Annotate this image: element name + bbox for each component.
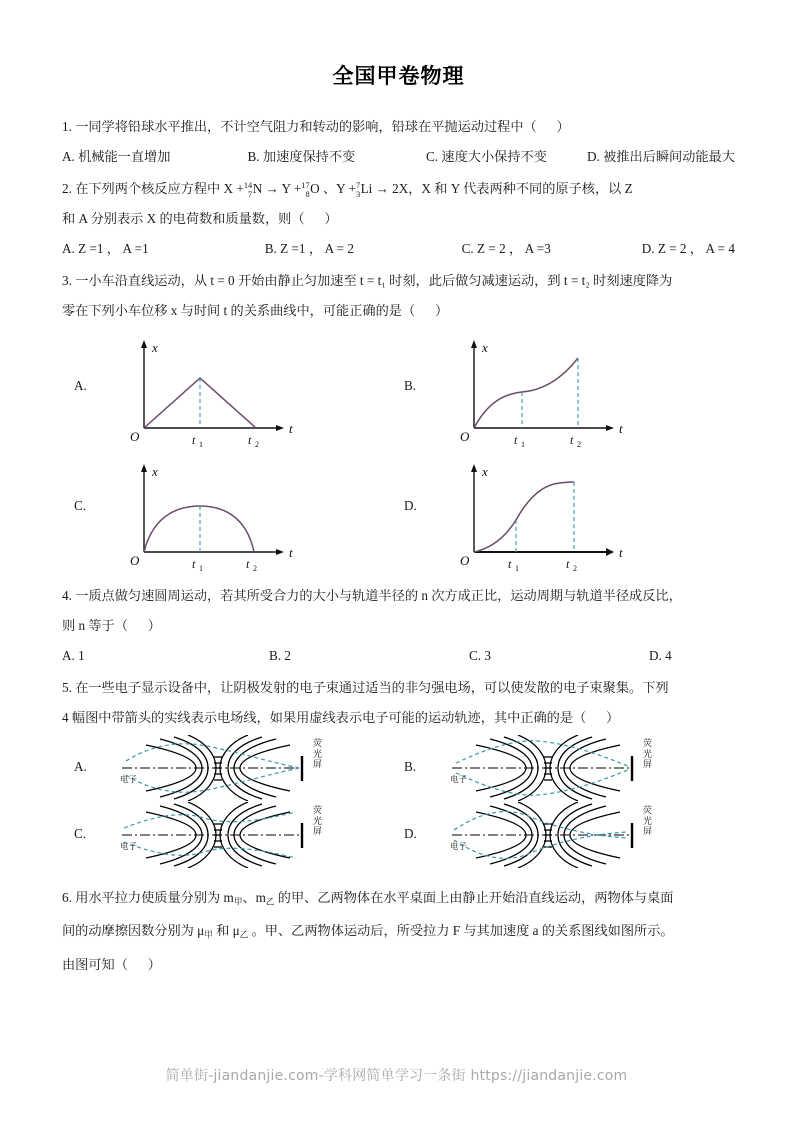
svg-text:O: O: [460, 429, 470, 444]
svg-text:x: x: [482, 340, 488, 355]
svg-text:t: t: [514, 433, 518, 447]
footer-watermark: 简单街-jiandanjie.com-学科网简单学习一条街 https://jiandanjie.com: [165, 1068, 628, 1084]
question-1-options: [62, 142, 735, 172]
svg-text:2: 2: [577, 440, 581, 449]
field-d-svg: [426, 802, 676, 868]
question-5-line-2: [62, 703, 735, 733]
svg-text:2: 2: [255, 440, 259, 449]
field-diagram-a[interactable]: [66, 735, 396, 802]
question-4-option-a[interactable]: A. 1: [62, 648, 85, 663]
graph-option-a[interactable]: [66, 332, 396, 452]
field-diagram-d[interactable]: [396, 802, 726, 869]
question-6-text-line2-a: 间的动摩擦因数分别为 μ: [62, 923, 205, 939]
question-4-line-1: [62, 581, 735, 611]
question-6-line-3: [62, 950, 735, 980]
question-6-line-1: [62, 883, 735, 916]
field-c-screen-label: 荧 光 屏: [312, 806, 322, 837]
graph-option-d-letter: D.: [404, 498, 417, 513]
question-1-option-d[interactable]: D. 被推出后瞬间动能最大: [587, 149, 735, 164]
graph-option-b-letter: B.: [404, 378, 417, 393]
field-b-screen-label: 荧 光 屏: [642, 739, 652, 770]
question-3-line-2: [62, 296, 735, 326]
question-5-text-line1: 在一些电子显示设备中，让阴极发射的电子束通过适当的非匀强电场，可以使发散的电子束聚集。下列: [75, 680, 669, 695]
svg-text:O: O: [130, 429, 140, 444]
question-2-text-b: N → Y +: [252, 181, 302, 196]
question-4-text-line1: 一质点做匀速圆周运动，若其所受合力的大小与轨道半径的 n 次方成正比，运动周期与轨道半径成反比，: [75, 588, 682, 603]
field-d-screen-label: 荧 光 屏: [642, 806, 652, 837]
svg-text:x: x: [482, 464, 488, 479]
field-diagram-c-letter: C.: [74, 826, 87, 841]
question-1: [62, 112, 735, 172]
question-4-option-d[interactable]: D. 4: [649, 648, 672, 663]
question-2-text-line2: 和 A 分别表示 X 的电荷数和质量数，则（: [62, 211, 305, 226]
question-6-number: 6.: [62, 890, 72, 905]
question-4-option-c[interactable]: C. 3: [469, 648, 491, 663]
question-2: [62, 174, 735, 264]
svg-text:t: t: [508, 557, 512, 571]
svg-text:t: t: [289, 545, 293, 560]
question-6-line-2: [62, 916, 735, 949]
graph-option-c-letter: C.: [74, 498, 87, 513]
question-2-option-d[interactable]: D. Z = 2 ， A = 4: [641, 241, 735, 256]
question-5-number: 5.: [62, 680, 72, 695]
question-3: [62, 266, 735, 577]
question-2-line2-close: ）: [324, 211, 338, 226]
question-4: [62, 581, 735, 671]
field-a-svg: [96, 735, 346, 801]
field-diagram-a-letter: A.: [74, 759, 87, 774]
question-3-text-line2: 零在下列小车位移 x 与时间 t 的关系曲线中，可能正确的是（: [62, 303, 416, 318]
svg-text:t: t: [566, 557, 570, 571]
question-2-line-1: [62, 174, 735, 204]
question-6-text-c: 的甲、乙两物体在水平桌面上由静止开始沿直线运动，两物体与桌面: [274, 890, 674, 905]
question-4-options: [62, 641, 735, 671]
question-3-line-1: [62, 266, 735, 296]
question-1-option-b[interactable]: B. 加速度保持不变: [247, 149, 356, 164]
graph-c-svg: [96, 452, 331, 574]
question-4-line-2: [62, 611, 735, 641]
question-1-option-a[interactable]: A. 机械能一直增加: [62, 149, 171, 164]
question-5-line2-close: ）: [606, 710, 620, 725]
isotope-oxygen: [301, 182, 309, 199]
isotope-lithium-charge: 3: [355, 189, 361, 199]
svg-text:t: t: [192, 557, 196, 571]
svg-text:x: x: [152, 340, 158, 355]
question-3-text-line1: 一小车沿直线运动，从 t = 0 开始由静止匀加速至 t = t₁ 时刻，此后做匀减速运动，到 t = t₂ 时刻速度降为: [75, 273, 673, 288]
field-c-svg: [96, 802, 346, 868]
svg-text:1: 1: [521, 440, 525, 449]
question-1-stem-text: 一同学将铅球水平推出，不计空气阻力和转动的影响，铅球在平抛运动过程中（: [75, 119, 537, 134]
question-2-options: [62, 234, 735, 264]
graph-option-a-letter: A.: [74, 378, 87, 393]
question-6-text-line2-b: 和 μ: [212, 923, 240, 939]
question-3-number: 3.: [62, 273, 72, 288]
graph-option-c[interactable]: [66, 452, 396, 577]
svg-text:电子: 电子: [120, 842, 138, 852]
question-1-stem-close: ）: [556, 119, 570, 134]
question-5-text-line2: 4 幅图中带箭头的实线表示电场线，如果用虚线表示电子可能的运动轨迹，其中正确的是（: [62, 710, 587, 725]
question-6-text-line2-c: 。甲、乙两物体运动后，所受拉力 F 与其加速度 a 的关系图线如图所示。: [248, 923, 674, 939]
question-2-number: 2.: [62, 181, 72, 196]
svg-text:O: O: [460, 553, 470, 568]
question-6: [62, 883, 735, 980]
svg-text:电子: 电子: [450, 842, 468, 852]
svg-text:t: t: [619, 545, 623, 560]
graph-b-svg: [426, 332, 661, 450]
svg-text:1: 1: [199, 440, 203, 449]
graph-a-svg: [96, 332, 331, 450]
field-diagram-b-letter: B.: [404, 759, 417, 774]
question-1-stem: [62, 112, 735, 142]
question-6-text-a: 用水平拉力使质量分别为 m: [75, 890, 234, 905]
isotope-lithium-mass: 7: [355, 181, 361, 191]
question-5-diagrams: [66, 735, 735, 869]
graph-option-d[interactable]: [396, 452, 726, 577]
svg-text:t: t: [619, 421, 623, 436]
field-b-svg: [426, 735, 676, 801]
question-4-text-line2: 则 n 等于（: [62, 618, 128, 633]
question-5-line-1: [62, 673, 735, 703]
svg-text:电子: 电子: [450, 775, 468, 785]
isotope-lithium: [356, 182, 360, 199]
isotope-nitrogen-mass: 14: [243, 181, 253, 191]
question-4-line2-close: ）: [147, 618, 161, 633]
svg-text:t: t: [248, 433, 252, 447]
question-6-sub-jia-2: 甲: [204, 929, 213, 940]
isotope-nitrogen-charge: 7: [248, 189, 253, 199]
question-6-text-b: 、m: [242, 890, 266, 905]
question-2-line-2: [62, 204, 735, 234]
svg-text:O: O: [130, 553, 140, 568]
question-3-graphs: [66, 332, 735, 577]
svg-text:2: 2: [573, 564, 577, 573]
graph-d-svg: [426, 452, 661, 574]
question-6-text-line3: 由图可知（: [62, 956, 128, 972]
svg-text:t: t: [570, 433, 574, 447]
field-diagram-d-letter: D.: [404, 826, 417, 841]
svg-text:t: t: [246, 557, 250, 571]
question-2-option-c[interactable]: C. Z = 2 ， A =3: [461, 241, 551, 256]
svg-text:t: t: [192, 433, 196, 447]
isotope-oxygen-charge: 8: [305, 189, 310, 199]
question-4-number: 4.: [62, 588, 72, 603]
question-2-text-c: O 、Y +: [310, 181, 356, 196]
question-1-option-c[interactable]: C. 速度大小保持不变: [426, 149, 547, 164]
question-2-text-a: 在下列两个核反应方程中 X +: [75, 181, 244, 196]
question-6-sub-jia-1: 甲: [233, 896, 243, 907]
field-diagram-b[interactable]: [396, 735, 726, 802]
svg-text:1: 1: [199, 564, 203, 573]
question-6-sub-yi-2: 乙: [239, 929, 249, 940]
question-2-option-a[interactable]: A. Z =1 ， A =1: [62, 241, 149, 256]
question-6-sub-yi-1: 乙: [265, 896, 275, 907]
svg-text:电子: 电子: [120, 775, 138, 785]
svg-text:2: 2: [253, 564, 257, 573]
question-1-number: 1.: [62, 119, 72, 134]
svg-text:1: 1: [515, 564, 519, 573]
question-2-text-d: Li → 2X，X 和 Y 代表两种不同的原子核，以 Z: [360, 181, 633, 196]
field-diagram-c[interactable]: [66, 802, 396, 869]
question-2-option-b[interactable]: B. Z =1 ， A = 2: [264, 241, 354, 256]
svg-text:t: t: [289, 421, 293, 436]
field-a-screen-label: 荧 光 屏: [312, 739, 322, 770]
question-4-option-b[interactable]: B. 2: [269, 648, 291, 663]
isotope-oxygen-mass: 17: [301, 181, 310, 191]
graph-option-b[interactable]: [396, 332, 726, 452]
page-title: 全国甲卷物理: [332, 64, 465, 88]
question-6-line3-close: ）: [147, 956, 161, 972]
svg-text:x: x: [152, 464, 158, 479]
question-5: [62, 673, 735, 869]
question-3-line2-close: ）: [434, 303, 449, 318]
isotope-nitrogen: [244, 182, 252, 199]
